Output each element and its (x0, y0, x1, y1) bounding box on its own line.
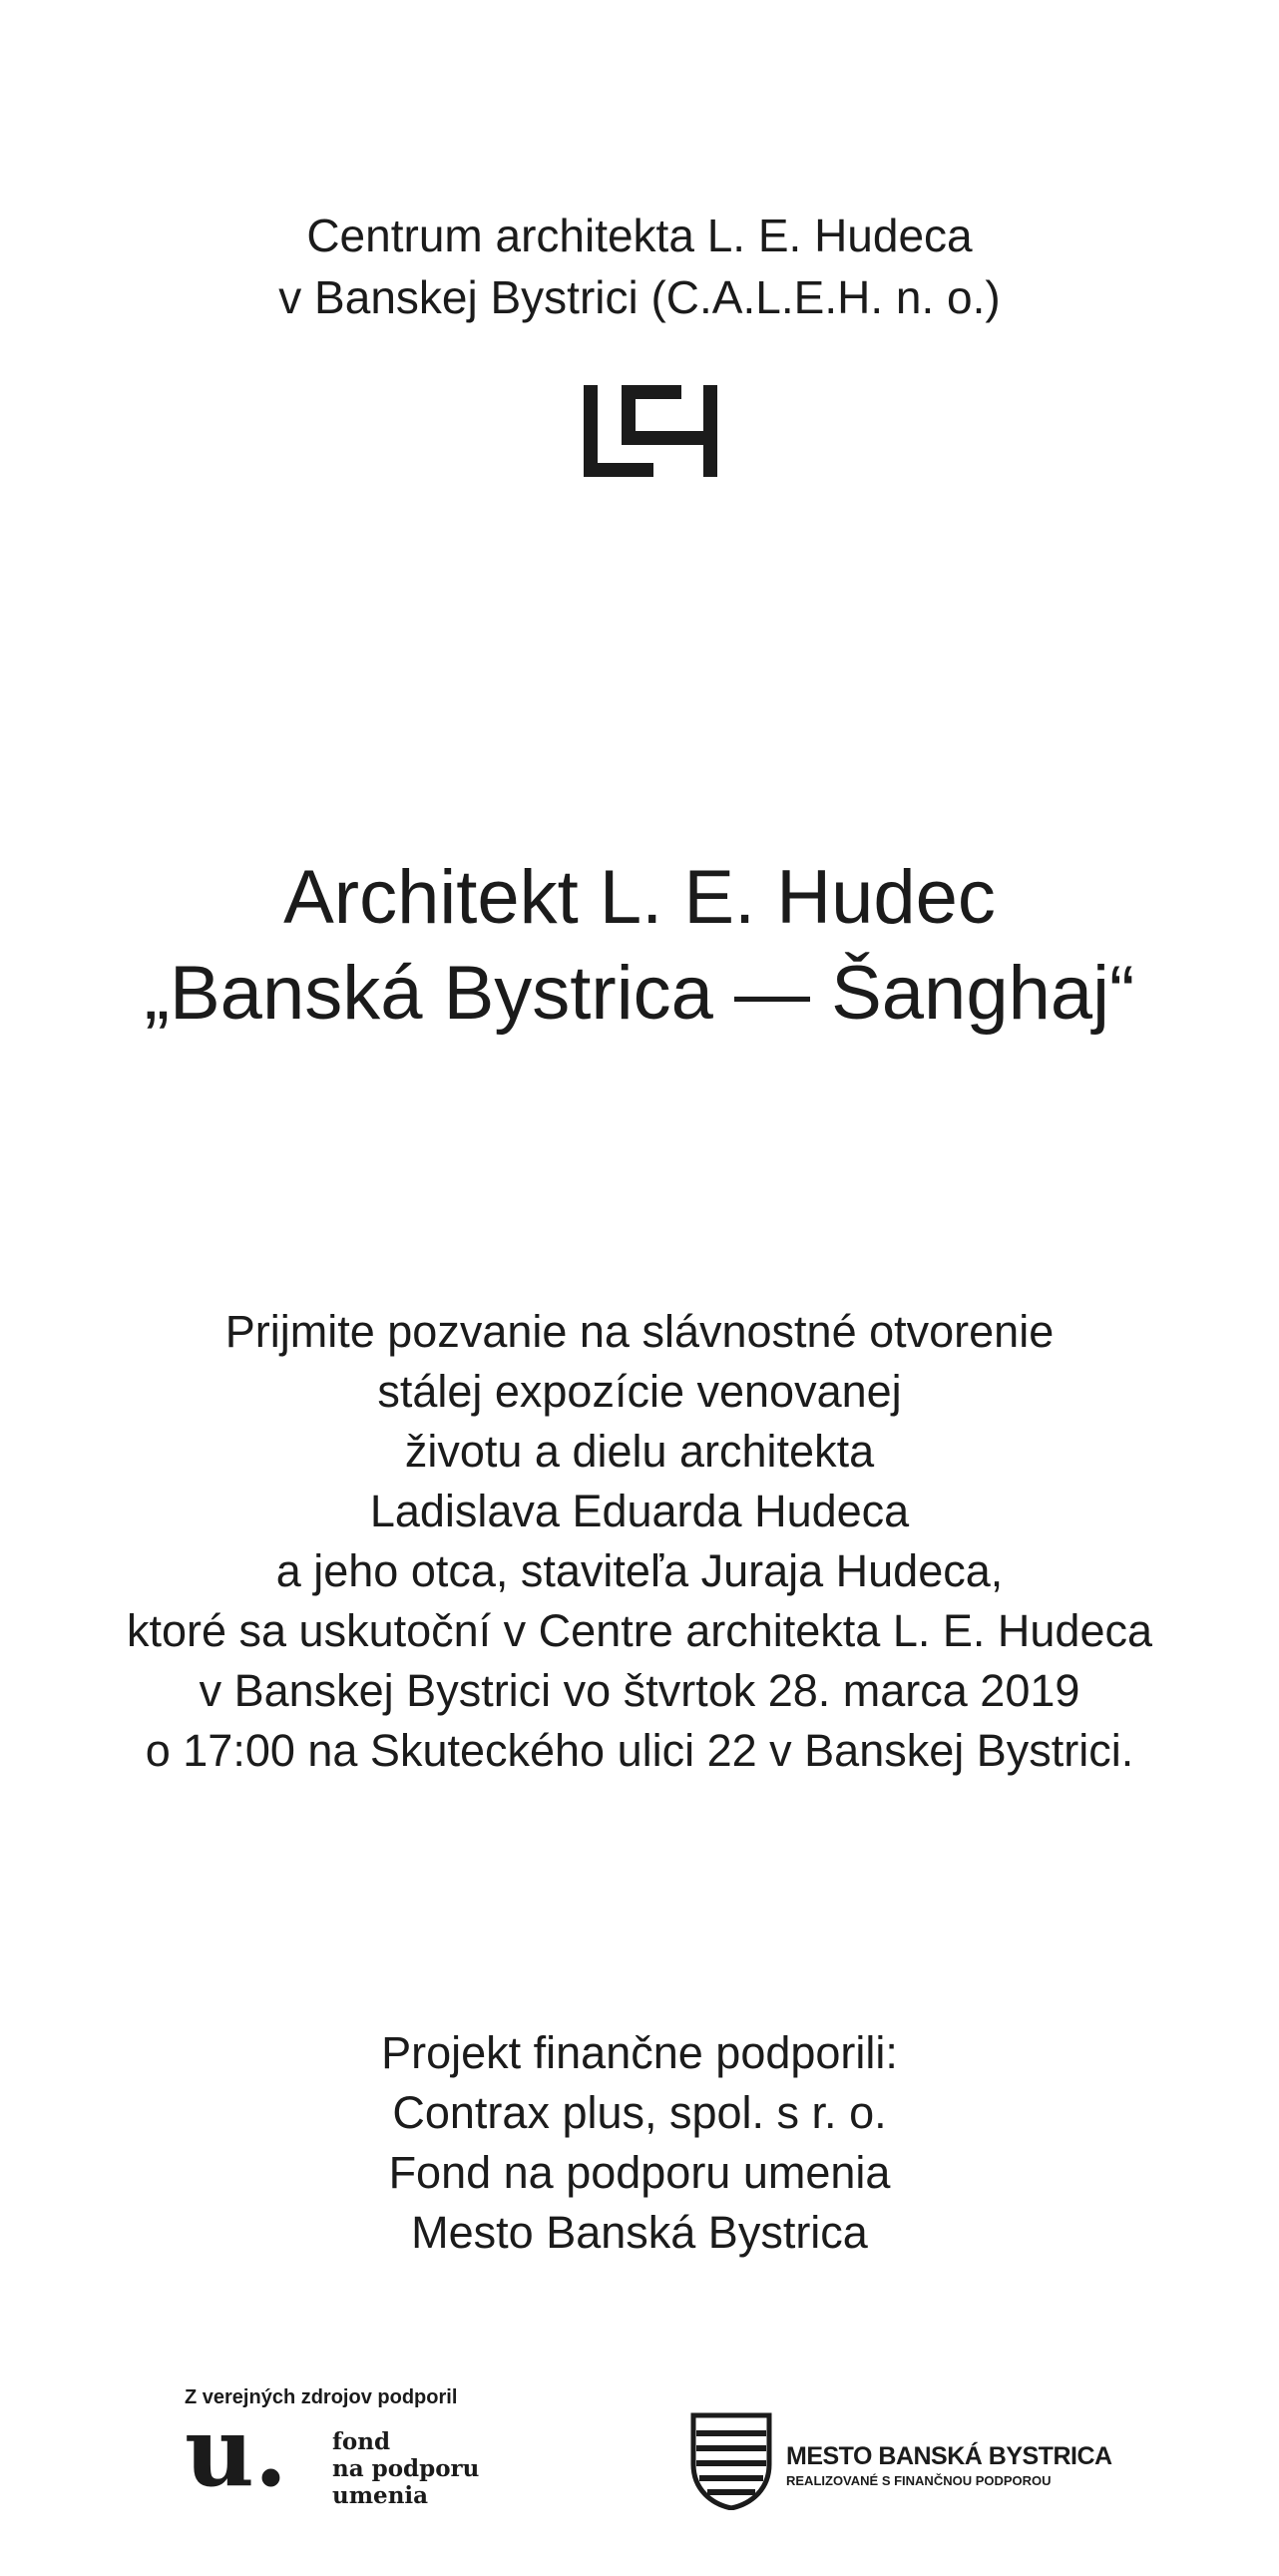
invitation-line: Prijmite pozvanie na slávnostné otvorenie (224, 1306, 1055, 1357)
supporter-name: Mesto Banská Bystrica (411, 2207, 868, 2258)
invitation-text (0, 1302, 1279, 1781)
city-subtitle: REALIZOVANÉ S FINANČNOU PODPOROU (786, 2473, 1052, 2488)
organization-name-line-1: Centrum architekta L. E. Hudeca (306, 210, 973, 261)
city-crest-icon (690, 2412, 772, 2510)
invitation-line: Ladislava Eduarda Hudeca (369, 1486, 910, 1536)
fund-public-note: Z verejných zdrojov podporil (185, 2386, 458, 2408)
support-heading: Projekt finančne podporili: (381, 2027, 898, 2078)
title-line-2: „Banská Bystrica — Šanghaj“ (144, 951, 1135, 1036)
fund-name (332, 2428, 479, 2509)
invitation-line: stálej expozície venovanej (377, 1366, 902, 1417)
financial-support (0, 2023, 1279, 2263)
supporter-name: Contrax plus, spol. s r. o. (392, 2087, 887, 2138)
invitation-line: o 17:00 na Skuteckého ulici 22 v Banskej Bystrici. (145, 1725, 1134, 1776)
city-logo (690, 2412, 1112, 2512)
supporter-name: Fond na podporu umenia (388, 2147, 891, 2198)
fund-logo (185, 2386, 514, 2526)
invitation-line: v Banskej Bystrici vo štvrtok 28. marca 2019 (199, 1665, 1080, 1716)
organization-header (0, 205, 1279, 328)
organization-name-line-2: v Banskej Bystrici (C.A.L.E.H. n. o.) (278, 271, 1001, 323)
fund-name-line: fond (332, 2428, 391, 2455)
invitation-line: ktoré sa uskutoční v Centre architekta L. E. Hudeca (126, 1605, 1152, 1656)
leh-monogram-icon (584, 385, 717, 477)
city-name: MESTO BANSKÁ BYSTRICA (786, 2442, 1112, 2470)
invitation-line: a jeho otca, staviteľa Juraja Hudeca, (275, 1545, 1004, 1596)
fund-name-line: na podporu (332, 2455, 480, 2482)
fund-name-line: umenia (332, 2482, 429, 2509)
title-line-1: Architekt L. E. Hudec (283, 855, 996, 940)
exhibition-title (0, 850, 1279, 1042)
fund-u-logo-icon: u. (185, 2395, 288, 2508)
invitation-line: životu a dielu architekta (404, 1426, 875, 1477)
